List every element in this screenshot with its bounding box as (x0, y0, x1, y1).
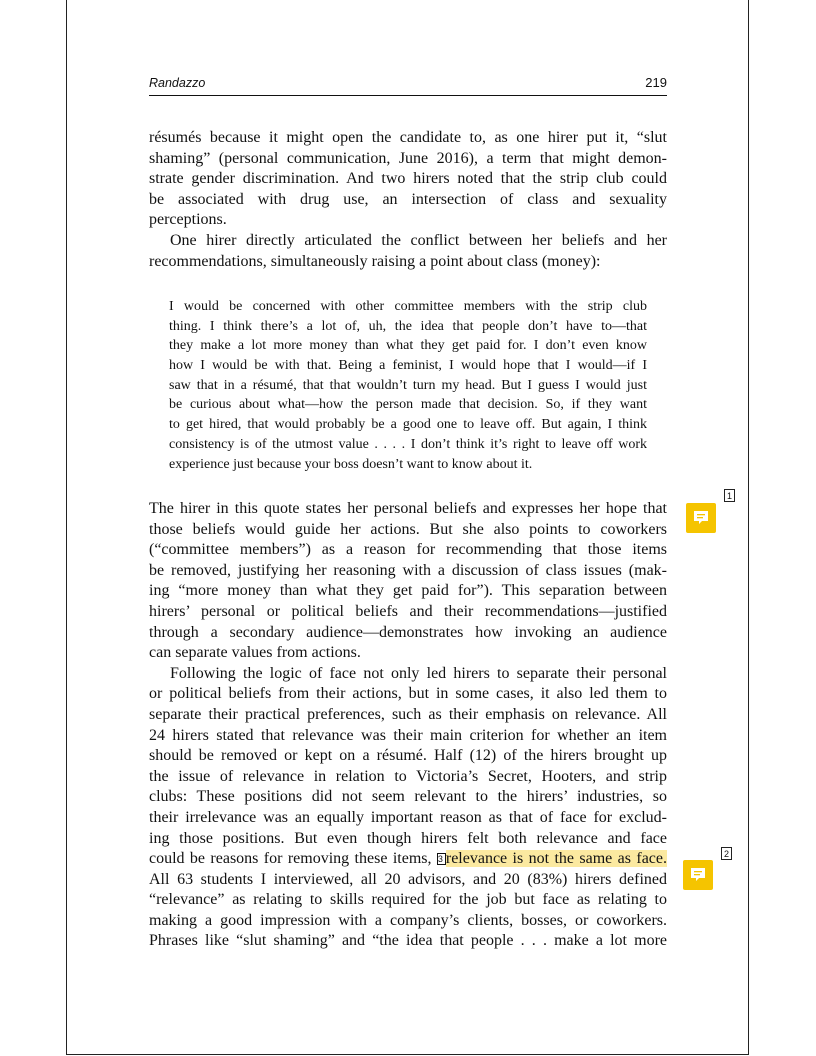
text-line: the issue of relevance in relation to Victoria’s Secret, Hooters, and strip (149, 767, 667, 785)
comment-icon[interactable] (683, 860, 713, 890)
text-line: (“committee members”) as a reason for recommending that those items (149, 541, 667, 559)
text-line: 24 hirers stated that relevance was their main criterion for whether an item (149, 726, 667, 744)
text-line: hirers’ personal or political beliefs and their recommendations—justified (149, 602, 667, 620)
quote-line: they make a lot more money than what they get paid for. I don’t even know (169, 338, 647, 354)
running-header (149, 75, 667, 96)
text-line: ing those positions. But even though hirers felt both relevance and face (149, 829, 667, 847)
header-author: Randazzo (149, 76, 206, 90)
text-line: The hirer in this quote states her personal beliefs and expresses her hope that (149, 500, 667, 517)
text-line: through a secondary audience—demonstrates how invoking an audience (149, 623, 667, 641)
annotation-number-1: 1 (724, 489, 735, 502)
quote-line: thing. I think there’s a lot of, uh, the idea that people don’t have to—that (169, 318, 647, 334)
text-line: perceptions. (149, 211, 227, 229)
annotation-marker-3[interactable]: 3 (437, 853, 446, 865)
text-line: be removed, justifying her reasoning with a discussion of class issues (mak- (149, 561, 667, 579)
text-line: “relevance” as relating to skills required for the job but face as relating to (149, 891, 667, 909)
highlighted-line (149, 849, 667, 870)
quote-line: saw that in a résumé, that that wouldn’t turn my head. But I guess I would just (169, 377, 647, 393)
text-line: their irrelevance was an equally important reason as that of face for exclud- (149, 808, 667, 826)
quote-line: consistency is of the utmost value . . . . I don’t think it’s right to leave off work (169, 436, 647, 452)
body-paragraph (149, 499, 667, 952)
text-line: résumés because it might open the candidate to, as one hirer put it, “slut (149, 129, 667, 146)
text-line: clubs: These positions did not seem relevant to the hirers’ industries, so (149, 788, 667, 806)
comment-glyph (693, 510, 709, 526)
text-line: separate their practical preferences, such as their emphasis on relevance. All (149, 705, 667, 723)
text-line: Phrases like “slut shaming” and “the idea that people . . . make a lot more (149, 932, 667, 950)
text-line: those beliefs would guide her actions. But she also points to coworkers (149, 520, 667, 538)
quote-line: I would be concerned with other committee members with the strip club (169, 299, 647, 314)
text-highlight[interactable]: relevance is not the same as face. (445, 850, 667, 868)
text-line: should be removed or kept on a résumé. Half (12) of the hirers brought up (149, 747, 667, 765)
quote-line: be curious about what—how the person made that decision. So, if they want (169, 397, 647, 413)
text-line: strate gender discrimination. And two hirers noted that the strip club could (149, 170, 667, 188)
text-line: All 63 students I interviewed, all 20 advisors, and 20 (83%) hirers defined (149, 870, 667, 888)
text-line: ing “more money than what they get paid for”). This separation between (149, 582, 667, 600)
page-number: 219 (645, 75, 667, 90)
comment-icon[interactable] (686, 503, 716, 533)
line-text: could be reasons for removing these items, (149, 850, 437, 868)
text-line: recommendations, simultaneously raising a point about class (money): (149, 252, 601, 270)
comment-glyph (690, 867, 706, 883)
text-line: be associated with drug use, an intersection of class and sexuality (149, 190, 667, 208)
quote-line: to get hired, that would probably be a good one to leave off. But again, I think (169, 417, 647, 433)
quote-line: experience just because your boss doesn’t want to know about it. (169, 456, 533, 472)
text-line: Following the logic of face not only led hirers to separate their personal (170, 664, 667, 682)
text-line: making a good impression with a company’s clients, bosses, or coworkers. (149, 911, 667, 929)
quote-line: how I would be with that. Being a feminist, I would hope that I would—if I (169, 358, 647, 374)
block-quote (169, 297, 647, 474)
text-line: One hirer directly articulated the conflict between her beliefs and her (170, 231, 667, 249)
text-line: can separate values from actions. (149, 644, 361, 662)
body-paragraph (149, 128, 667, 272)
text-line: or political beliefs from their actions, but in some cases, it also led them to (149, 685, 667, 703)
annotation-number-2: 2 (721, 847, 732, 860)
text-line: shaming” (personal communication, June 2016), a term that might demon- (149, 149, 667, 167)
